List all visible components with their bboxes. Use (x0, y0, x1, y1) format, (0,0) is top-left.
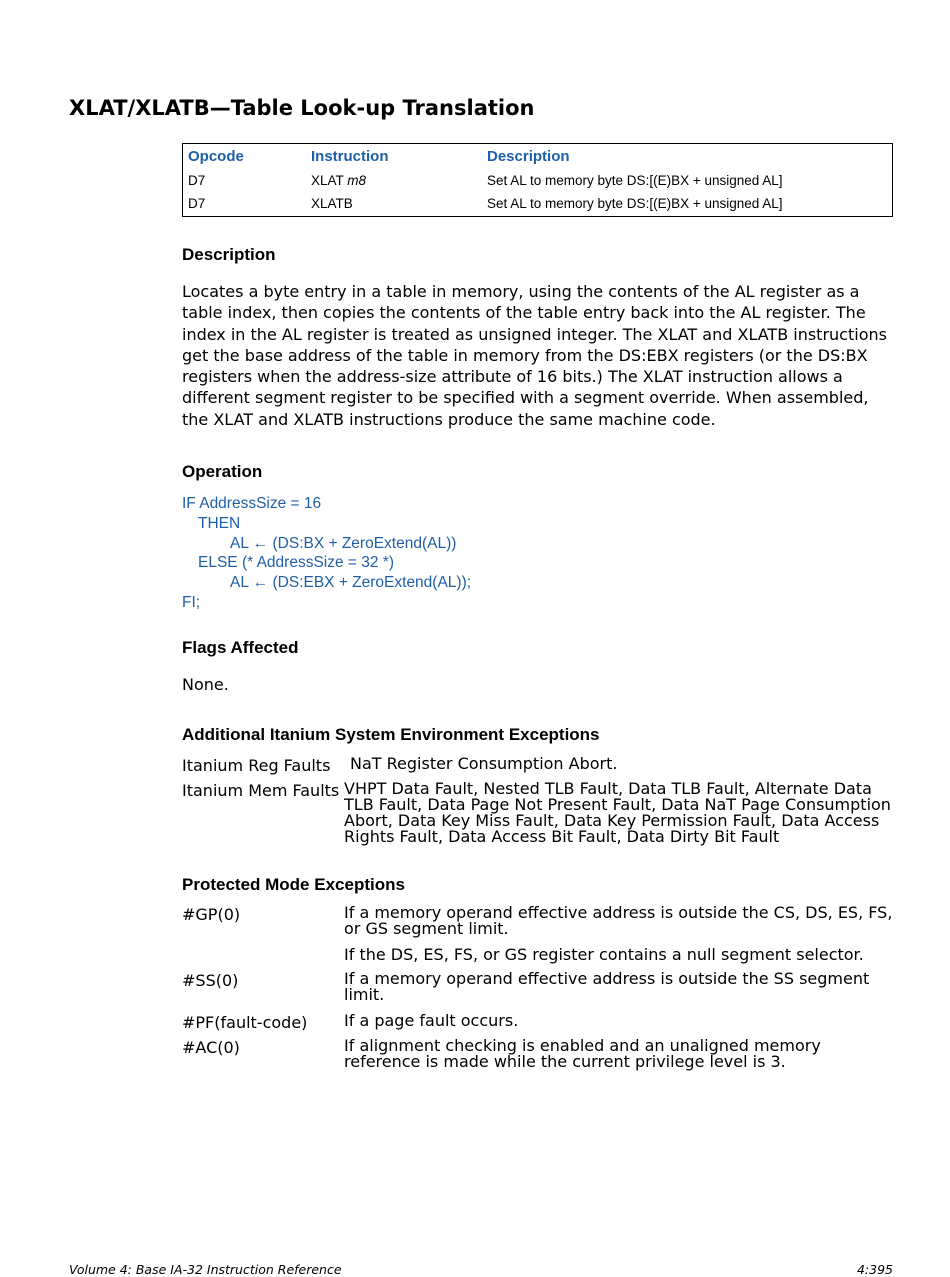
description-line: table index, then copies the contents of the table entry back into the AL register. The (182, 303, 866, 323)
code-line: FI; (182, 593, 201, 611)
exception-desc (344, 971, 894, 1003)
exception-desc-line: If a page fault occurs. (344, 1011, 519, 1030)
header-opcode: Opcode (188, 148, 244, 165)
table-row (183, 173, 892, 195)
exception-desc (344, 1013, 894, 1029)
opcode-cell: D7 (188, 173, 206, 188)
exception-desc-line: Rights Fault, Data Access Bit Fault, Data Dirty Bit Fault (344, 827, 780, 846)
description-heading: Description (182, 245, 276, 264)
list-item (182, 1038, 894, 1070)
opcode-cell: D7 (188, 196, 206, 211)
code-line: IF AddressSize = 16 (182, 495, 322, 512)
header-instruction: Instruction (311, 148, 389, 165)
table-header-row (183, 148, 892, 170)
exception-desc-line: reference is made while the current privilege level is 3. (344, 1052, 786, 1071)
exception-desc-line: VHPT Data Fault, Nested TLB Fault, Data TLB Fault, Alternate Data (344, 779, 872, 798)
list-item (182, 971, 894, 1013)
exception-desc-line: If a memory operand effective address is outside the CS, DS, ES, FS, (344, 903, 893, 922)
exception-desc-line: TLB Fault, Data Page Not Present Fault, Data NaT Page Consumption (344, 795, 891, 814)
list-item (182, 756, 894, 781)
code-line: ELSE (* AddressSize = 32 *) (198, 554, 395, 572)
page-title: XLAT/XLATB—Table Look-up Translation (69, 96, 535, 120)
description-line: different segment register to be specified with a segment override. When assembled, (182, 388, 869, 408)
list-item (182, 905, 894, 947)
protected-heading: Protected Mode Exceptions (182, 875, 405, 894)
description-cell: Set AL to memory byte DS:[(E)BX + unsigned AL] (487, 196, 783, 211)
exception-term: #GP(0) (182, 905, 241, 924)
description-line: get the base address of the table in memory from the DS:EBX registers (or the DS:BX (182, 345, 868, 365)
exception-desc (344, 1038, 894, 1070)
exception-term: #PF(fault-code) (182, 1013, 308, 1032)
table-row (183, 196, 892, 218)
list-item (182, 947, 894, 971)
exception-desc-line: limit. (344, 985, 385, 1004)
exception-term: Itanium Mem Faults (182, 781, 340, 800)
description-line: registers when the address-size attribute of 16 bits.) The XLAT instruction allows a (182, 367, 843, 387)
operation-code (182, 494, 471, 613)
footer-page-number: 4:395 (856, 1262, 893, 1277)
exception-term: #SS(0) (182, 971, 239, 990)
protected-exceptions-list (182, 905, 894, 1070)
exception-desc-line: If a memory operand effective address is outside the SS segment (344, 969, 870, 988)
itanium-heading: Additional Itanium System Environment Exceptions (182, 725, 600, 744)
header-description: Description (487, 148, 570, 165)
code-line: THEN (198, 514, 241, 532)
description-paragraph (182, 281, 894, 430)
code-line: AL ← (DS:EBX + ZeroExtend(AL)); (230, 574, 472, 592)
operation-heading: Operation (182, 462, 263, 481)
flags-text: None. (182, 675, 229, 694)
footer-volume: Volume 4: Base IA-32 Instruction Reference (69, 1262, 342, 1277)
opcode-table (182, 143, 893, 217)
flags-heading: Flags Affected (182, 638, 299, 657)
description-cell: Set AL to memory byte DS:[(E)BX + unsigned AL] (487, 173, 783, 188)
list-item (182, 781, 894, 845)
instruction-cell (311, 173, 366, 188)
exception-desc-line: or GS segment limit. (344, 919, 509, 938)
instruction-cell: XLATB (311, 196, 353, 211)
exception-term: Itanium Reg Faults (182, 756, 331, 775)
description-line: Locates a byte entry in a table in memory, using the contents of the AL register as a (182, 282, 860, 301)
exception-desc (344, 781, 894, 845)
exception-desc (344, 947, 894, 963)
description-line: index in the AL register is treated as unsigned integer. The XLAT and XLATB instructions (182, 324, 887, 344)
itanium-exceptions-list (182, 756, 894, 845)
exception-desc-line: Abort, Data Key Miss Fault, Data Key Permission Fault, Data Access (344, 811, 880, 830)
description-line: the XLAT and XLATB instructions produce the same machine code. (182, 409, 716, 429)
exception-term: #AC(0) (182, 1038, 240, 1057)
instruction-mnemonic: XLAT (311, 173, 348, 188)
exception-desc (350, 756, 894, 772)
instruction-operand: m8 (347, 173, 367, 188)
exception-desc-line: If the DS, ES, FS, or GS register contains a null segment selector. (344, 945, 864, 964)
code-line: AL ← (DS:BX + ZeroExtend(AL)) (230, 534, 457, 552)
list-item (182, 1013, 894, 1038)
exception-desc-line: If alignment checking is enabled and an unaligned memory (344, 1036, 821, 1055)
exception-desc (344, 905, 894, 937)
exception-desc-line: NaT Register Consumption Abort. (350, 754, 618, 773)
